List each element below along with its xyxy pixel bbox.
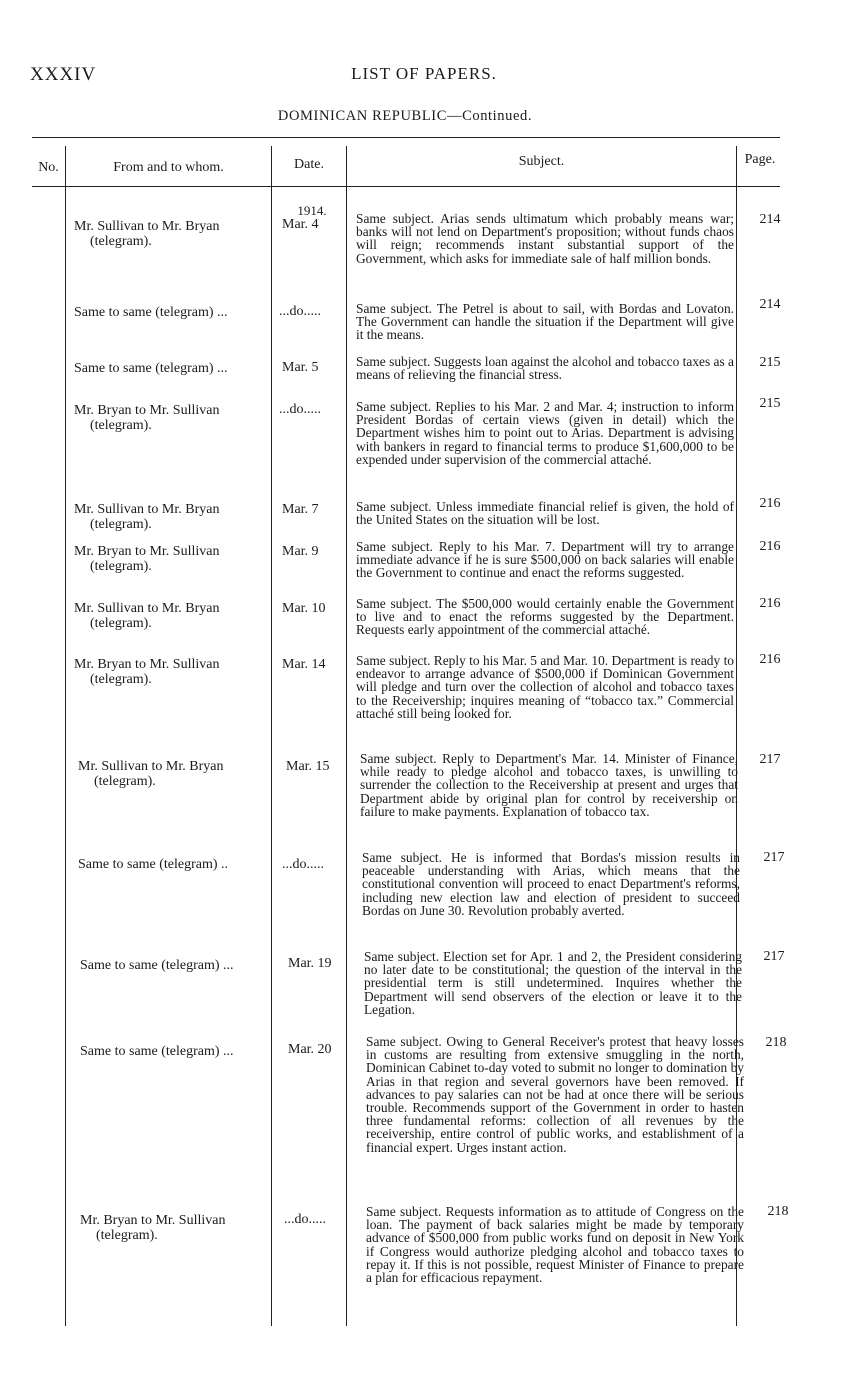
subject-cell: Same subject. Reply to his Mar. 7. Department will try to arrange immediate advance if he is sure $500,000 on back salaries will enable the Government to continue and enact the reforms suggested.	[356, 539, 734, 581]
from-to-cell	[80, 958, 280, 973]
date-cell: Mar. 4	[282, 217, 319, 232]
date-cell: ...do.....	[282, 857, 324, 872]
date-cell: ...do.....	[284, 1212, 326, 1227]
subject-cell: Same subject. Arias sends ultimatum which probably means war; banks will not lend on Department's proposition; without funds chaos will reign; recommends instant substantial support of the Government, which asks for immediate sale of half million bonds.	[356, 211, 734, 266]
date-cell: Mar. 20	[288, 1042, 332, 1057]
from-to-text: Mr. Bryan to Mr. Sullivan	[74, 544, 220, 559]
from-to-note: (telegram).	[90, 672, 152, 687]
date-cell: Mar. 15	[286, 759, 330, 774]
page-cell: 214	[759, 297, 781, 312]
page-cell: 216	[759, 652, 781, 667]
page-cell: 216	[759, 496, 781, 511]
subject-cell: Same subject. Requests information as to attitude of Congress on the loan. The payment of back salaries might be made by temporary advance of $500,000 from public works fund on deposit in New York if Congress would authorize pledging alcohol and tobacco taxes to repay it. If this is not possible, request Minister of Finance to prepare a plan for efficacious repayment.	[366, 1204, 744, 1286]
page-cell: 217	[763, 949, 785, 964]
from-to-note: (telegram).	[90, 559, 152, 574]
column-divider-no	[65, 146, 66, 1326]
column-divider-date	[346, 146, 347, 1326]
subject-cell: Same subject. Replies to his Mar. 2 and Mar. 4; instruction to inform President Bordas of certain views (given in detail) which the Department wishes him to point out to Arias. Department is advising with bankers in regard to financial terms to produce $1,600,000 to be expended under supervision of the commercial attaché.	[356, 399, 734, 467]
from-to-text: Mr. Sullivan to Mr. Bryan	[74, 219, 220, 234]
from-to-cell	[74, 502, 274, 532]
date-cell: Mar. 10	[282, 601, 326, 616]
page-number: XXXIV	[30, 64, 97, 85]
subject-cell: Same subject. Reply to Department's Mar. 14. Minister of Finance, while ready to pledge alcohol and tobacco taxes, is unwilling to surrender the collection to the Receivership at present and urges that Department abide by original plan for control by receivership on failure to make payments. Explanation of tobacco tax.	[360, 751, 738, 819]
from-to-text: Mr. Sullivan to Mr. Bryan	[78, 759, 224, 774]
date-cell: ...do.....	[279, 402, 321, 417]
from-to-text: Same to same (telegram) ...	[80, 1044, 234, 1059]
year-label: 1914.	[297, 203, 327, 218]
date-cell: ...do.....	[279, 304, 321, 319]
from-to-cell	[74, 657, 274, 687]
page-cell: 218	[767, 1204, 789, 1219]
page-title: LIST OF PAPERS.	[351, 64, 497, 83]
date-cell: Mar. 5	[282, 360, 319, 375]
section-subtitle: DOMINICAN REPUBLIC—Continued.	[277, 108, 533, 124]
from-to-note: (telegram).	[90, 616, 152, 631]
from-to-text: Mr. Bryan to Mr. Sullivan	[74, 657, 220, 672]
from-to-cell	[80, 1213, 280, 1243]
from-to-cell	[78, 857, 278, 872]
subject-cell: Same subject. Suggests loan against the alcohol and tobacco taxes as a means of relieving the financial stress.	[356, 354, 734, 383]
from-to-note: (telegram).	[90, 418, 152, 433]
from-to-text: Same to same (telegram) ...	[74, 361, 228, 376]
column-divider-from	[271, 146, 272, 1326]
from-to-text: Same to same (telegram) ..	[78, 857, 229, 872]
from-to-text: Mr. Sullivan to Mr. Bryan	[74, 502, 220, 517]
from-to-note: (telegram).	[90, 517, 152, 532]
date-cell: Mar. 14	[282, 657, 326, 672]
page-cell: 216	[759, 596, 781, 611]
page-cell: 215	[759, 396, 781, 411]
column-header-subject: Subject.	[518, 154, 565, 169]
from-to-cell	[74, 403, 274, 433]
from-to-note: (telegram).	[96, 1228, 158, 1243]
from-to-cell	[74, 544, 274, 574]
from-to-text: Same to same (telegram) ...	[74, 305, 228, 320]
from-to-cell	[74, 219, 274, 249]
page-cell: 217	[759, 752, 781, 767]
header-bottom-rule	[32, 186, 780, 187]
subject-cell: Same subject. He is informed that Bordas's mission results in peaceable understanding with Arias, which means that the constitutional convention will proceed to enact Department's reforms, including new election law and election of president to succeed Bordas on June 30. Revolution probably averted.	[362, 850, 740, 918]
subject-cell: Same subject. Reply to his Mar. 5 and Mar. 10. Department is ready to endeavor to arrange advance of $500,000 if Dominican Government will pledge and turn over the collection of alcohol and tobacco taxes to the Receivership; inquires meaning of “tobacco tax.” Commercial attaché still being looked for.	[356, 653, 734, 721]
from-to-note: (telegram).	[94, 774, 156, 789]
from-to-text: Same to same (telegram) ...	[80, 958, 234, 973]
from-to-cell	[78, 759, 278, 789]
from-to-cell	[74, 601, 274, 631]
subject-cell: Same subject. The $500,000 would certainly enable the Government to live and to enact the reforms suggested by the Department. Requests early appointment of the commercial attaché.	[356, 596, 734, 638]
subject-cell: Same subject. The Petrel is about to sail, with Bordas and Lovaton. The Government can handle the situation if the Department will give it the means.	[356, 301, 734, 343]
page-cell: 216	[759, 539, 781, 554]
page-cell: 217	[763, 850, 785, 865]
column-header-from: From and to whom.	[113, 160, 224, 175]
page-cell: 215	[759, 355, 781, 370]
column-header-date: Date.	[294, 157, 324, 172]
from-to-text: Mr. Bryan to Mr. Sullivan	[80, 1213, 226, 1228]
from-to-cell	[80, 1044, 280, 1059]
column-header-no: No.	[38, 160, 59, 175]
from-to-note: (telegram).	[90, 234, 152, 249]
from-to-text: Mr. Bryan to Mr. Sullivan	[74, 403, 220, 418]
from-to-text: Mr. Sullivan to Mr. Bryan	[74, 601, 220, 616]
column-header-page: Page.	[744, 152, 776, 167]
date-cell: Mar. 19	[288, 956, 332, 971]
page-cell: 214	[759, 212, 781, 227]
table-top-rule	[32, 137, 780, 138]
subject-cell: Same subject. Election set for Apr. 1 and 2, the President considering no later date to be constitutional; the question of the interval in the presidential term is still undetermined. Inquires whether the Department will send observers of the election or leave it to the Legation.	[364, 949, 742, 1017]
page-cell: 218	[765, 1035, 787, 1050]
subject-cell: Same subject. Unless immediate financial relief is given, the hold of the United States on the situation will be lost.	[356, 499, 734, 528]
from-to-cell	[74, 305, 274, 320]
date-cell: Mar. 9	[282, 544, 319, 559]
date-cell: Mar. 7	[282, 502, 319, 517]
from-to-cell	[74, 361, 274, 376]
subject-cell: Same subject. Owing to General Receiver's protest that heavy losses in customs are resulting from extensive smuggling in the north, Dominican Cabinet to-day voted to submit no longer to domination by Arias in that region and several governors have been removed. If advances to pay salaries can not be had at once there will be serious trouble. Recommends support of the Government in order to hasten three fundamental reforms: collection of all revenues by the receivership, entire control of public works, and establishment of a financial expert. Urges instant action.	[366, 1034, 744, 1155]
